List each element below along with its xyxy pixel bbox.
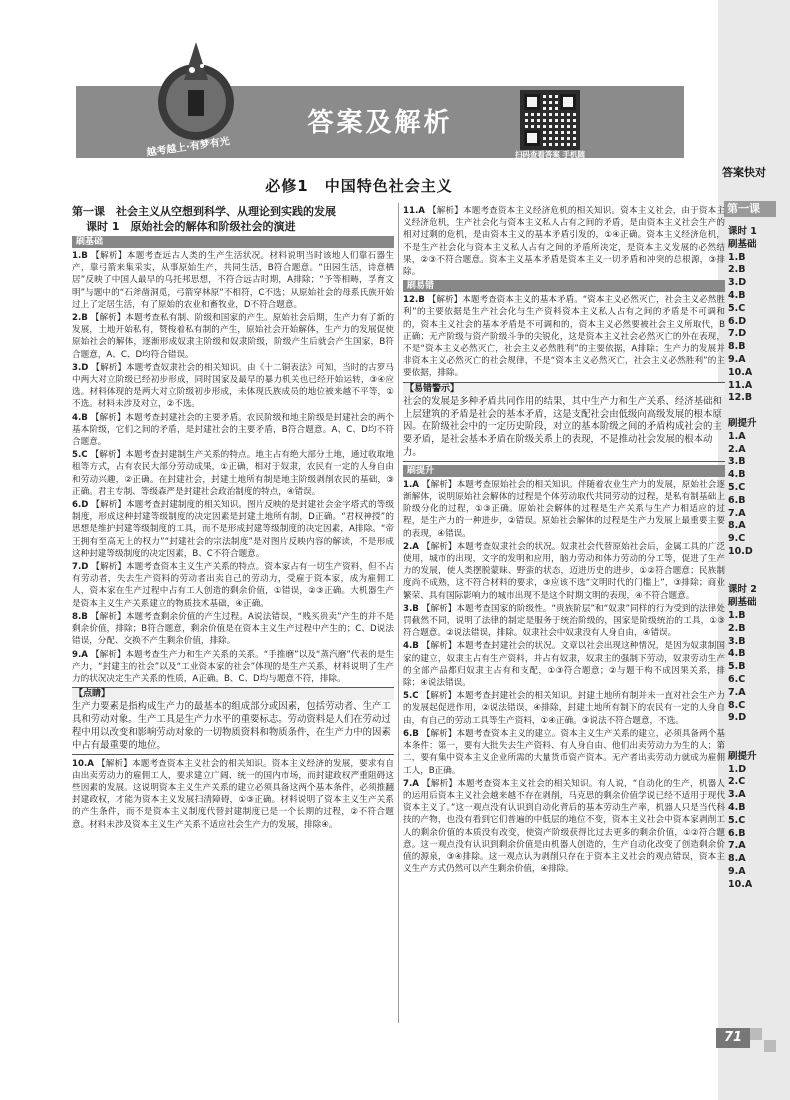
answer-number: 8.B xyxy=(72,611,91,622)
answer-item xyxy=(403,640,725,689)
lesson-title: 第一课 社会主义从空想到科学、从理论到实践的发展 xyxy=(72,205,336,218)
section-tag-error: 刷易错 xyxy=(403,280,725,292)
answer-text: 【解析】本题考查资本主义社会的相关知识。资本主义经济的发展，要求有自由出卖劳动力的雇佣工人，要求建立广阔、统一的国内市场，而封建政权严重阻碍这些因素的发展。这说明资本主义生产关系的建立必须具备这两个基本条件，必须推翻封建政权，才能为资本主义发展扫清障碍，①③正确。材料说明了资本主义生产关系的产生条件，而不是资本主义制度代替封建制度已是一个长期的过程，②不符合题意。材料未涉及资本主义生产关系不适应社会生产力的发展，排除④。 xyxy=(72,758,394,830)
sidebar-answer: 12.B xyxy=(728,392,753,404)
sidebar-answer: 3.D xyxy=(728,277,747,289)
sidebar-answer: 1.B xyxy=(728,251,746,263)
sidebar-answer: 9.A xyxy=(728,866,746,877)
period-title: 课时 1 原始社会的解体和阶级社会的演进 xyxy=(86,220,296,233)
warning-box xyxy=(403,382,725,462)
sidebar-answer: 3.A xyxy=(728,789,746,801)
sidebar-answer: 2.A xyxy=(728,443,746,455)
sidebar-answer: 10.A xyxy=(728,366,753,378)
page-number: 71 xyxy=(716,1028,750,1048)
sidebar-answer: 7.A xyxy=(728,840,746,852)
answer-number: 6.B xyxy=(403,728,422,739)
answer-number: 2.A xyxy=(403,541,422,552)
sidebar-answer: 6.C xyxy=(728,674,746,685)
answer-text: 【解析】本题考查封建社会的主要矛盾。农民阶级和地主阶级是封建社会的两个基本阶级，它们之间的矛盾，是封建社会的主要矛盾，B符合题意。A、C、D均不符合题意。 xyxy=(72,412,394,448)
right-column xyxy=(403,205,725,876)
sidebar-answer: 7.A xyxy=(728,507,746,519)
sidebar-answer: 刷基础 xyxy=(728,238,757,250)
answer-number: 5.C xyxy=(72,450,91,461)
answer-item xyxy=(72,611,394,648)
answer-item xyxy=(403,728,725,777)
sidebar-answer: 6.D xyxy=(728,315,747,327)
answer-item xyxy=(72,561,394,610)
tip-box-body: 生产力要素是指构成生产力的最基本的组成部分或因素，包括劳动者、生产工具和劳动对象。生产工具是生产力水平的重要标志。劳动资料是人们在劳动过程中用以改变和影响劳动对象的一切物质资料和物质条件，在生产力中的因素中占有最重要的地位。 xyxy=(72,701,391,751)
sidebar-answer: 5.C xyxy=(728,302,746,314)
answer-item xyxy=(403,479,725,540)
answer-item xyxy=(403,205,725,278)
left-items-2 xyxy=(72,758,394,831)
section-tag: 刷基础 xyxy=(72,236,394,248)
answer-text: 【解析】本题考查资本主义的建立。资本主义生产关系的建立，必须具备两个基本条件：第一，要有大批失去生产资料、有人身自由、他们出卖劳动力为生的人；第二，要有集中资本主义企业所需的大量货币资产资本。无产者出卖劳动力就成为雇佣工人，B正确。 xyxy=(403,728,725,776)
answer-item xyxy=(72,312,394,361)
answer-item xyxy=(72,250,394,311)
answer-text: 【解析】本题考查奴隶社会的相关知识。由《十二铜表法》可知，当时的古罗马中两大对立阶级已经初步形成，同时国家及最早的暴力机关也已经开始运转，③④应选。材料体现的是两大对立阶级初步形成，未体现氏族成员的地位被来越不平等，①不选。材料未涉及对立，②不选。 xyxy=(72,362,394,410)
sidebar-answer: 课时 2 xyxy=(728,584,757,596)
sidebar-answer: 6.B xyxy=(728,494,746,506)
answer-item xyxy=(72,362,394,411)
mascot-slogan: 越考越上·有梦有光 xyxy=(145,136,231,159)
answer-number: 10.A xyxy=(72,758,98,769)
sidebar-answer: 6.B xyxy=(728,827,746,839)
answer-text: 【解析】本题考查资本主义经济危机的相关知识。资本主义社会，由于资本主义经济危机，生产社会化与资本主义私人占有之间的矛盾，是由资本主义社会生产的相对过剩的危机，是由资本主义的基本矛盾引发的，①④正确。资本主义经济危机，不是生产社会化与资本主义私人占有之间的矛盾所决定，是资本主义发展的必然结果，②③不符合题意。资本主义基本矛盾是资本主义一切矛盾和冲突的总根源，③排除。 xyxy=(403,206,725,278)
sidebar-answer: 5.C xyxy=(728,814,746,826)
left-column xyxy=(72,205,394,832)
answer-number: 4.B xyxy=(72,412,91,423)
answer-item xyxy=(403,541,725,602)
sidebar-answer: 刷基础 xyxy=(728,597,757,609)
tip-box-head: 【点睛】 xyxy=(72,688,394,700)
answer-number: 9.A xyxy=(72,649,91,660)
answer-number: 1.A xyxy=(403,479,422,490)
sidebar-answer: 9.A xyxy=(728,354,746,365)
answer-item xyxy=(72,412,394,449)
sidebar-answer: 刷提升 xyxy=(728,418,757,429)
answer-number: 3.D xyxy=(72,362,92,373)
sidebar-answer: 10.D xyxy=(728,546,753,557)
answer-number: 7.A xyxy=(403,778,423,789)
left-items xyxy=(72,250,394,685)
answer-number: 7.D xyxy=(72,562,92,573)
sidebar-answer: 2.B xyxy=(728,264,746,276)
answer-item xyxy=(72,499,394,560)
tip-box xyxy=(72,687,394,754)
sidebar-answer: 4.B xyxy=(728,469,746,481)
answer-text: 【解析】本题考查国家的阶级性。“贵族阶层”和“奴隶”同样的行为受到的法律处罚截然不同，说明了法律的制定是服务于统治阶级的，国家是阶级统治的工具，①③符合题意。②说法错误，排除。奴隶社会中奴隶没有人身自由，④错误。 xyxy=(403,603,725,639)
sidebar-answer: 3.B xyxy=(728,456,746,468)
sidebar-answer: 8.C xyxy=(728,699,746,711)
answer-text: 【解析】本题考查封建制度的相关知识。图片反映的是封建社会金字塔式的等级制度，形成这种封建等级制度的决定因素是封建土地所有制，D正确。“君权神授”的思想是维护封建等级制度的工具，而不是形成封建等级制度的决定因素，A排除。“帝王拥有至高无上的权力”“封建社会的宗法制度”是对图片反映内容的解读，不是形成这种封建等级制度的决定因素，B、C不符合题意。 xyxy=(72,500,394,559)
answer-text: 【解析】本题考查生产力和生产关系的关系。“手推磨”以及“蒸汽磨”代表的是生产力，“封建主的社会”以及“工业资本家的社会”体现的是生产关系，材料说明了生产力的状况决定生产关系的性质，A正确。B、C、D均与题意不符，排除。 xyxy=(72,649,394,684)
column-divider xyxy=(398,203,399,1023)
sidebar-answer: 1.A xyxy=(728,430,746,442)
sidebar-answer: 4.B xyxy=(728,290,746,301)
sidebar-answer: 1.D xyxy=(728,763,747,775)
answer-number: 5.C xyxy=(403,691,422,702)
answer-number: 1.B xyxy=(72,251,92,261)
answer-text: 【解析】本题考查资本主义社会的相关知识。有人说，“自动化的生产，机器人的运用后资本主义社会越来越不存在剥削，马克思的剩余价值学说已经不适用于现代资本主义了。”这一观点没有认识到自动化背后的基本劳动生产率，机器人只是当代科技的产物，也没有看到它们普遍的中低层的地位不变，资本主义社会中资本家剥削工人的剩余价值的本质没有改变，使资产阶级获得比过去更多的剩余价值，①②符合题意。这一观点没有认识到剩余价值是由机器人创造的，生产自动化改变了创造剩余价值的源泉，③④排除。这一观点认为剥削只存在于资本主义社会的观点错误，资本主义生产方式仍然可以产生剩余价值，④排除。 xyxy=(403,778,725,875)
banner-title: 答案及解析 xyxy=(307,108,453,138)
sidebar-answer: 9.D xyxy=(728,712,747,724)
answer-text: 【解析】本题考查封建社会的状况。文章以社会出现这种情况，是因为奴隶制国家的建立，奴隶主占有生产资料，并占有奴隶，奴隶主的强制下劳动，奴隶劳动生产的全部产品都归奴隶主占有和支配，①③符合题意；②与题干构不成因果关系，排除；④说法错误。 xyxy=(403,641,725,689)
answer-text: 【解析】本题考查资本主义的基本矛盾。“资本主义必然灭亡，社会主义必然胜利”的主要依据是生产社会化与生产资料资本主义私人占有之间的矛盾是不可调和的，资本主义社会的基本矛盾是不可调和的，资本主义必然要被社会主义所取代，B正确；无产阶级与资产阶级斗争的尖锐化，这是资本主义社会必然灭亡的外在表现，不是“资本主义必然灭亡，社会主义必然胜利”的主要依据，A排除；生产力的发展并非资本主义必然灭亡的社会规律，不是“资本主义必然灭亡，社会主义必然胜利”的主要依据，排除。 xyxy=(403,295,725,379)
answer-number: 2.B xyxy=(72,313,91,324)
sidebar-answer: 2.B xyxy=(728,622,746,634)
sidebar-answer: 2.C xyxy=(728,776,746,788)
qr-code[interactable] xyxy=(520,90,580,150)
answer-item xyxy=(72,449,394,498)
sidebar-answer: 8.A xyxy=(728,520,746,532)
sidebar-answer: 4.B xyxy=(728,648,746,660)
sidebar-answer: 3.B xyxy=(728,635,746,647)
sidebar-answer: 7.A xyxy=(728,686,746,698)
sidebar-answer: 1.B xyxy=(728,610,746,621)
section-tag-improve: 刷提升 xyxy=(403,465,725,477)
answer-text: 【解析】本题考查原始社会的相关知识。伴随着农业生产力的发展，原始社会逐渐解体，说明原始社会解体的过程是个体劳动取代共同劳动的过程，是私有制基础上阶级分化的过程，①③正确。原始社会解体的过程是生产关系与生产力相适应的过程，是生产力的一种进步，②错误。原始社会解体的过程是生产力发展上最重要主要的表现，④错误。 xyxy=(403,479,725,539)
sidebar-title: 答案快对 xyxy=(722,166,766,179)
sidebar-answer: 8.A xyxy=(728,853,746,865)
right-items-2 xyxy=(403,479,725,876)
answer-text: 【解析】本题考查奴隶社会的状况。奴隶社会代替原始社会后，金属工具的广泛使用，城市的出现，文字的发明和应用，脑力劳动和体力劳动的分工等，促进了生产力的发展，使人类摆脱蒙昧、野蛮的状态，迈进历史的进步，①②符合题意；民族制度尚不成熟，这不符合材料的要求，③应该不选“文明时代的门槛上”，③排除；商业繁荣、具有国际影响力的城市出现不是这个时期文明的表现，④不符合题意。 xyxy=(403,541,725,601)
answer-text: 【解析】本题考查私有制、阶级和国家的产生。原始社会后期，生产力有了新的发展，土地开始私有，赞梭着私有制的产生，原始社会开始解体，生产力的发展促使原始社会的解体，逐渐形成奴隶主阶级和奴隶阶级，阶级产生后就会产生国家，B符合题意，A、C、D均符合错误。 xyxy=(72,313,394,360)
sidebar-answer: 5.B xyxy=(728,661,746,673)
sidebar-answer: 8.B xyxy=(728,341,746,353)
answer-item xyxy=(72,758,394,831)
answer-item xyxy=(72,649,394,686)
sidebar-answer: 刷提升 xyxy=(728,750,757,762)
answer-number: 11.A xyxy=(403,206,429,216)
answer-text: 【解析】本题考查剩余价值的产生过程。A说法错误，“贱买贵卖”产生的并不是剩余价值，排除；B符合题意，剩余价值是在资本主义生产过程中产生的；C、D说法错误，分配、交换不产生剩余价值，排除。 xyxy=(72,611,394,647)
sidebar-answer: 10.A xyxy=(728,878,753,890)
answer-item xyxy=(403,778,725,876)
answer-item xyxy=(403,603,725,640)
answer-number: 6.D xyxy=(72,500,92,511)
right-items-1 xyxy=(403,294,725,379)
sidebar-answer: 9.C xyxy=(728,533,746,545)
answer-text: 【解析】本题考查资本主义生产关系的特点。资本家占有一切生产资料，但不占有劳动者，失去生产资料的劳动者出卖自己的劳动力，受雇于资本家，成为雇佣工人，资本家在生产过程中占有工人创造的剩余价值，①错误，②③正确。大机器生产是资本主义生产关系建立的物质技术基础，④正确。 xyxy=(72,562,394,609)
page-title: 必修1 中国特色社会主义 xyxy=(265,177,453,195)
sidebar-answer: 7.D xyxy=(728,328,747,340)
answer-text: 【解析】本题考查封建社会的相关知识。封建土地所有制并未一直对社会生产力的发展起促进作用，②说法错误，④排除，封建土地所有制下的农民有一定的人身自由，有自己的劳动工具等生产资料，①④正确。③说法不符合题意，不选。 xyxy=(403,691,725,726)
sidebar-answer: 11.A xyxy=(728,379,753,391)
warning-box-head: 【易错警示】 xyxy=(403,383,725,395)
answer-item xyxy=(403,690,725,727)
sidebar-tab: 第一课 xyxy=(724,201,776,217)
answer-item xyxy=(403,294,725,379)
sidebar-answer: 5.C xyxy=(728,482,746,493)
answer-text: 【解析】本题考查远古人类的生产生活状况。材料说明当时该地人们靠石器生产，靠弓箭来集采实，从事原始生产，共同生活，B符合题意。“田园生活，诗意栖居”反映了中国人最早的乌托邦思想，不符合远古时期，A排除；“予等相畴，孚育文明”与题中的“石斧凿洞觅，弓箭穿林原”不相符，C不选；从原始社会的母系氏族开始过上了定居生活，有了原始的农业和畜牧业，D不符合题意。 xyxy=(72,251,394,310)
sidebar-answer: 4.B xyxy=(728,802,746,813)
sidebar-answer: 课时 1 xyxy=(728,226,757,237)
answer-number: 3.B xyxy=(403,603,422,614)
qr-caption: 扫码查看答案 手机随时看 xyxy=(514,150,586,168)
answer-text: 【解析】本题考查封建制生产关系的特点。地主占有绝大部分土地，通过收取地租等方式，占有农民大部分劳动成果，①正确，相对于奴隶，农民有一定的人身自由和劳动兴趣，②正确。在封建社会，封建土地所有制是地主阶级剥削农民的基础，③正确。君主专制、等级森严是封建社会政治制度的特点，④错误。 xyxy=(72,450,394,497)
right-items xyxy=(403,205,725,278)
warning-box-body: 社会的发展是多种矛盾共同作用的结果，其中生产力和生产关系、经济基础和上层建筑的矛盾是社会的基本矛盾，这是支配社会由低级向高级发展的根本原因。在阶级社会中的一定历史阶段，对立的基本阶级之间的矛盾构成社会的主要矛盾，是社会基本矛盾在阶级关系上的表现，不是推动社会发展的根本动力。 xyxy=(403,395,722,459)
answer-number: 4.B xyxy=(403,641,422,652)
answer-number: 12.B xyxy=(403,295,428,306)
